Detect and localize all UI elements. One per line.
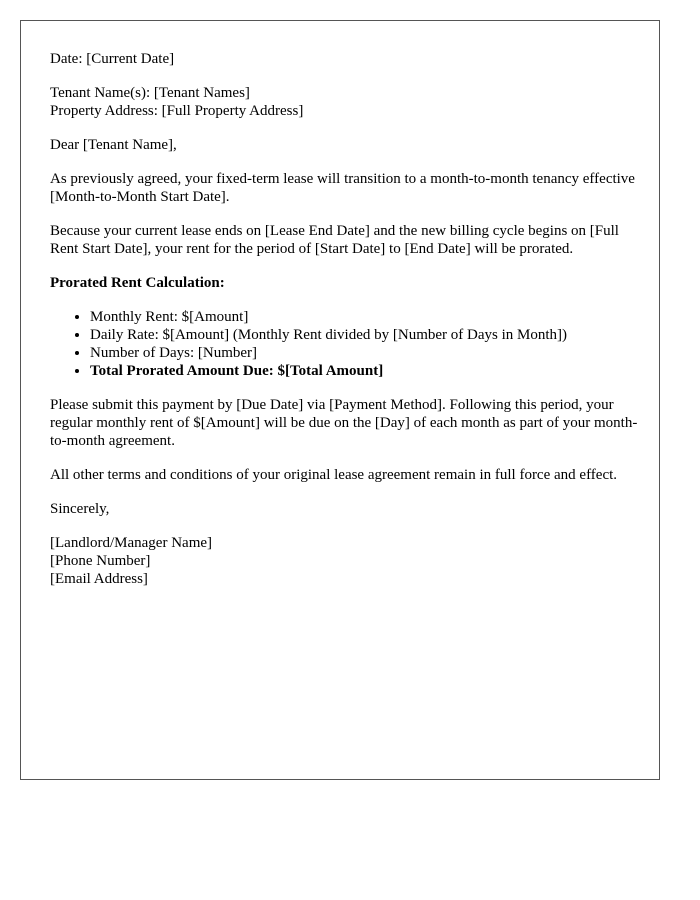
terms-paragraph: All other terms and conditions of your original lease agreement remain in full force and effect.: [50, 467, 618, 483]
calculation-heading: Prorated Rent Calculation:: [50, 275, 225, 291]
salutation: Dear [Tenant Name],: [50, 137, 177, 153]
tenant-name-line: Tenant Name(s): [Tenant Names]: [50, 85, 250, 101]
list-item-daily-rate: • Daily Rate: $[Amount] (Monthly Rent divided by [Number of Days in Month]): [90, 326, 640, 344]
payment-paragraph: Please submit this payment by [Due Date] via [Payment Method]. Following this period, your regular monthly rent of $[Amount] will be due on the [Day] of each month as part of your month-to-month agreement.: [50, 397, 638, 449]
closing: Sincerely,: [50, 501, 110, 517]
calculation-list: [50, 308, 640, 380]
property-address-line: Property Address: [Full Property Address]: [50, 103, 304, 119]
proration-paragraph: Because your current lease ends on [Lease End Date] and the new billing cycle begins on [Full Rent Start Date], your rent for the period of [Start Date] to [End Date] will be prorated.: [50, 223, 619, 257]
letter-frame: [20, 20, 660, 780]
signature-email: [Email Address]: [50, 571, 148, 587]
recipient-block: [50, 84, 640, 120]
signature-name: [Landlord/Manager Name]: [50, 535, 213, 551]
signature-block: [50, 534, 640, 588]
list-item-total-due: • Total Prorated Amount Due: $[Total Amount]: [90, 362, 640, 380]
date-line: Date: [Current Date]: [50, 51, 175, 67]
signature-phone: [Phone Number]: [50, 553, 151, 569]
transition-paragraph: As previously agreed, your fixed-term lease will transition to a month-to-month tenancy effective [Month-to-Month Start Date].: [50, 171, 635, 205]
list-item-number-of-days: • Number of Days: [Number]: [90, 344, 640, 362]
letter-body: [50, 50, 640, 604]
list-item-monthly-rent: • Monthly Rent: $[Amount]: [90, 308, 640, 326]
